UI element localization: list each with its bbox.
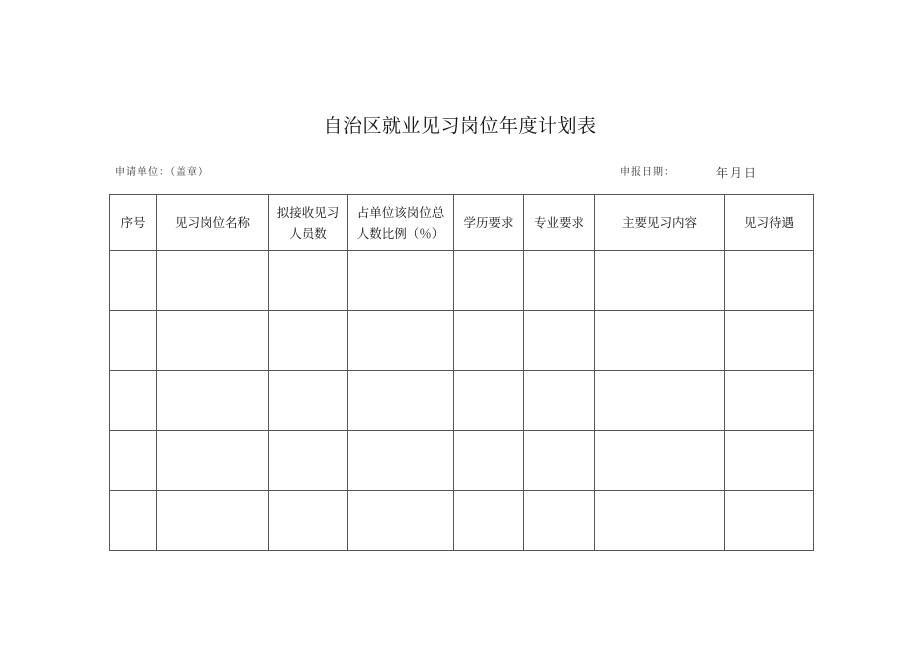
plan-table bbox=[109, 194, 814, 551]
table-cell[interactable] bbox=[725, 431, 814, 491]
table-cell[interactable] bbox=[110, 311, 157, 371]
table-cell[interactable] bbox=[725, 311, 814, 371]
header-intern-count: 拟接收见习 人员数 bbox=[269, 195, 348, 251]
table-cell[interactable] bbox=[725, 371, 814, 431]
header-content: 主要见习内容 bbox=[595, 195, 725, 251]
table-cell[interactable] bbox=[595, 491, 725, 551]
table-cell[interactable] bbox=[454, 431, 524, 491]
table-cell[interactable] bbox=[524, 251, 595, 311]
table-cell[interactable] bbox=[595, 431, 725, 491]
table-cell[interactable] bbox=[524, 371, 595, 431]
table-cell[interactable] bbox=[269, 491, 348, 551]
table-cell[interactable] bbox=[110, 491, 157, 551]
table-cell[interactable] bbox=[725, 251, 814, 311]
table-cell[interactable] bbox=[157, 371, 269, 431]
table-row bbox=[110, 251, 814, 311]
table-row bbox=[110, 431, 814, 491]
table-cell[interactable] bbox=[269, 371, 348, 431]
page-title: 自治区就业见习岗位年度计划表 bbox=[323, 115, 597, 137]
table-cell[interactable] bbox=[157, 311, 269, 371]
table-cell[interactable] bbox=[524, 491, 595, 551]
table-cell[interactable] bbox=[595, 371, 725, 431]
table-cell[interactable] bbox=[454, 491, 524, 551]
table-cell[interactable] bbox=[348, 491, 454, 551]
header-ratio: 占单位该岗位总 人数比例（％） bbox=[348, 195, 454, 251]
table-cell[interactable] bbox=[454, 371, 524, 431]
table-row bbox=[110, 371, 814, 431]
table-cell[interactable] bbox=[269, 311, 348, 371]
report-date-label: 申报日期： bbox=[620, 167, 675, 178]
table-row bbox=[110, 311, 814, 371]
table-cell[interactable] bbox=[269, 431, 348, 491]
table-cell[interactable] bbox=[110, 431, 157, 491]
table-header-row bbox=[110, 195, 814, 251]
table-row bbox=[110, 491, 814, 551]
table-cell[interactable] bbox=[157, 251, 269, 311]
applicant-unit-label: 申请单位：（盖章） bbox=[115, 167, 209, 178]
table-cell[interactable] bbox=[524, 311, 595, 371]
table-cell[interactable] bbox=[595, 311, 725, 371]
header-position-name: 见习岗位名称 bbox=[157, 195, 269, 251]
table-cell[interactable] bbox=[348, 251, 454, 311]
header-major: 专业要求 bbox=[524, 195, 595, 251]
report-date-format: 年月日 bbox=[716, 166, 759, 180]
table-cell[interactable] bbox=[348, 371, 454, 431]
table-cell[interactable] bbox=[348, 431, 454, 491]
table-cell[interactable] bbox=[454, 311, 524, 371]
table-cell[interactable] bbox=[454, 251, 524, 311]
table-cell[interactable] bbox=[269, 251, 348, 311]
table-cell[interactable] bbox=[524, 431, 595, 491]
table-cell[interactable] bbox=[157, 491, 269, 551]
header-benefits: 见习待遇 bbox=[725, 195, 814, 251]
table-cell[interactable] bbox=[110, 371, 157, 431]
header-index: 序号 bbox=[110, 195, 157, 251]
table-cell[interactable] bbox=[348, 311, 454, 371]
table-cell[interactable] bbox=[157, 431, 269, 491]
table-cell[interactable] bbox=[110, 251, 157, 311]
header-education: 学历要求 bbox=[454, 195, 524, 251]
table-cell[interactable] bbox=[725, 491, 814, 551]
table-cell[interactable] bbox=[595, 251, 725, 311]
